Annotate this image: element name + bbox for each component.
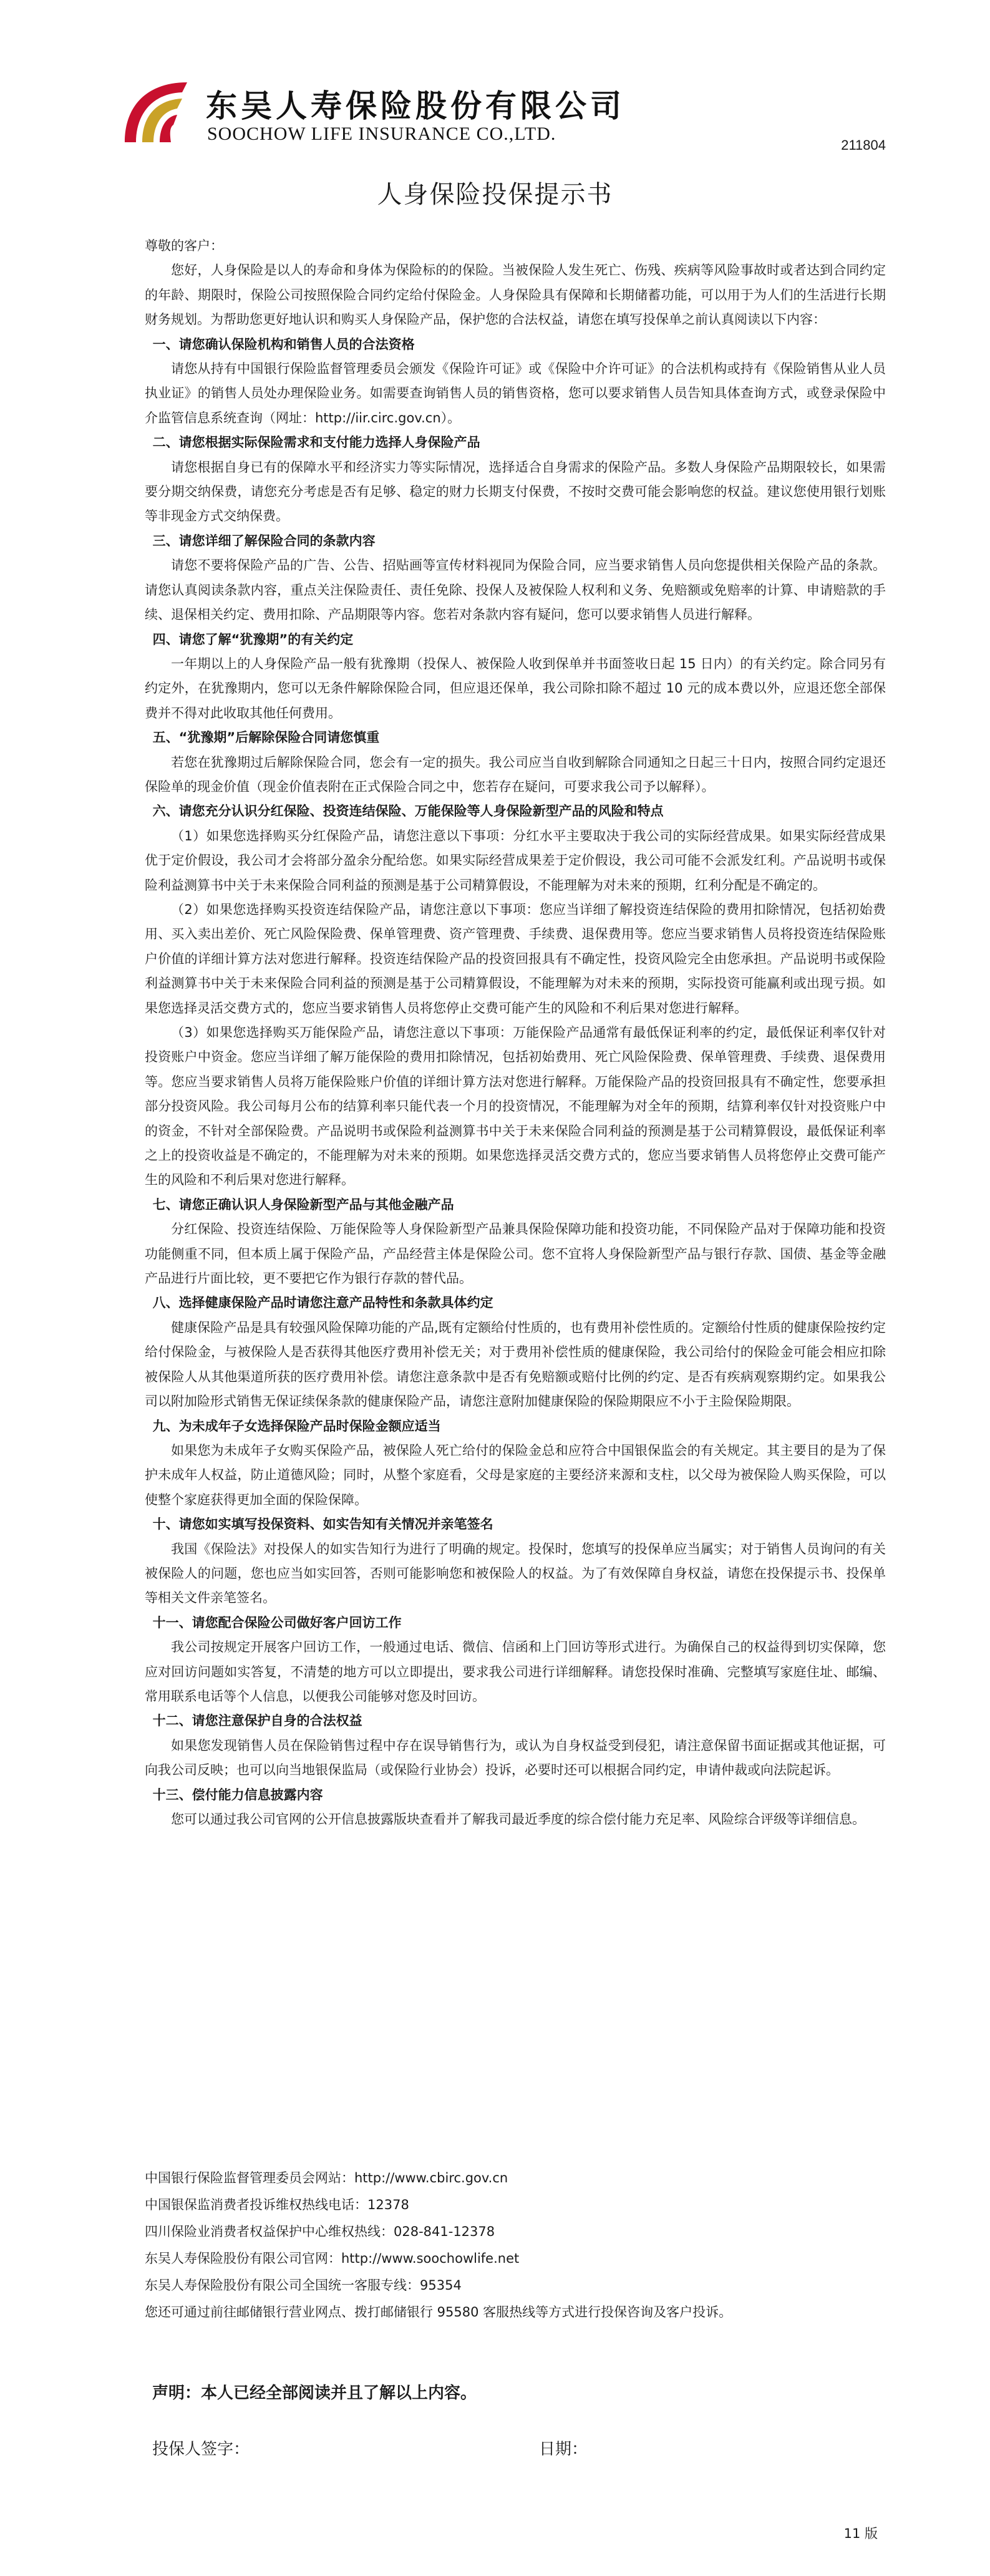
section-title: 五、“犹豫期”后解除保险合同请您慎重 bbox=[152, 730, 380, 746]
section-title: 九、为未成年子女选择保险产品时保险金额应适当 bbox=[152, 1418, 441, 1434]
applicant-signature-label: 投保人签字： bbox=[152, 2440, 250, 2459]
sichuan-hotline: 四川保险业消费者权益保护中心维权热线：028-841-12378 bbox=[145, 2224, 495, 2239]
section-paragraph: 请您根据自身已有的保障水平和经济实力等实际情况，选择适合自身需求的保险产品。多数人身保险产品期限较长，如果需要分期交纳保费，请您充分考虑是否有足够、稳定的财力长期支付保费，不按时交费可能会影响您的权益。建议您使用银行划账等非现金方式交纳保费。 bbox=[145, 459, 886, 524]
section-paragraph: 如果您为未成年子女购买保险产品，被保险人死亡给付的保险金总和应符合中国银保监会的有关规定。其主要目的是为了保护未成年人权益，防止道德风险；同时，从整个家庭看，父母是家庭的主要经济来源和支柱，以父母为被保险人购买保险，可以使整个家庭获得更加全面的保险保障。 bbox=[145, 1442, 886, 1507]
header bbox=[112, 69, 886, 162]
section-title: 四、请您了解“犹豫期”的有关约定 bbox=[152, 631, 354, 647]
section-paragraph: 一年期以上的人身保险产品一般有犹豫期（投保人、被保险人收到保单并书面签收日起 15 日内）的有关约定。除合同另有约定外，在犹豫期内，您可以无条件解除保险合同，但应退还保单，我公司除扣除不超过 10 元的成本费以外，应退还您全部保费并不得对此收取其他任何费用。 bbox=[145, 656, 886, 721]
section-title: 一、请您确认保险机构和销售人员的合法资格 bbox=[152, 336, 415, 352]
company-website-link[interactable]: 东吴人寿保险股份有限公司官网：http://www.soochowlife.net bbox=[145, 2251, 520, 2266]
section-paragraph: 请您从持有中国银行保险监督管理委员会颁发《保险许可证》或《保险中介许可证》的合法机构或持有《保险销售从业人员执业证》的销售人员处办理保险业务。如需要查询销售人员的销售资格，您可以要求销售人员告知具体查询方式，或登录保险中介监管信息系统查询（网址：http://iir.circ.gov.cn）。 bbox=[145, 361, 886, 425]
bank-consultation-note: 您还可通过前往邮储银行营业网点、拨打邮储银行 95580 客服热线等方式进行投保咨询及客户投诉。 bbox=[145, 2305, 732, 2320]
contact-info bbox=[145, 2165, 886, 2326]
page-version: 11 版 bbox=[843, 2526, 878, 2541]
section-paragraph: 我国《保险法》对投保人的如实告知行为进行了明确的规定。投保时，您填写的投保单应当属实；对于销售人员询问的有关被保险人的问题，您也应当如实回答，否则可能影响您和被保险人的权益。为了有效保障自身权益，请您在投保提示书、投保单等相关文件亲笔签名。 bbox=[145, 1541, 886, 1606]
date-label: 日期： bbox=[539, 2440, 588, 2459]
salutation: 尊敬的客户： bbox=[145, 238, 223, 253]
section-paragraph: 我公司按规定开展客户回访工作，一般通过电话、微信、信函和上门回访等形式进行。为确保自己的权益得到切实保障，您应对回访问题如实答复，不清楚的地方可以立即提出，要求我公司进行详细解释。请您投保时准确、完整填写家庭住址、邮编、常用联系电话等个人信息，以便我公司能够对您及时回访。 bbox=[145, 1640, 886, 1704]
section-title: 十一、请您配合保险公司做好客户回访工作 bbox=[152, 1615, 402, 1630]
intro-paragraph: 您好，人身保险是以人的寿命和身体为保险标的的保险。当被保险人发生死亡、伤残、疾病等风险事故时或者达到合同约定的年龄、期限时，保险公司按照保险合同约定给付保险金。人身保险具有保障和长期储蓄功能，可以用于为人们的生活进行长期财务规划。为帮助您更好地认识和购买人身保险产品，保护您的合法权益，请您在填写投保单之前认真阅读以下内容： bbox=[145, 263, 886, 328]
section-paragraph: 如果您发现销售人员在保险销售过程中存在误导销售行为，或认为自身权益受到侵犯，请注意保留书面证据或其他证据，可向我公司反映；也可以向当地银保监局（或保险行业协会）投诉，必要时还可以根据合同约定，申请仲裁或向法院起诉。 bbox=[145, 1738, 886, 1778]
section-title: 二、请您根据实际保险需求和支付能力选择人身保险产品 bbox=[152, 435, 480, 450]
section-paragraph: 分红保险、投资连结保险、万能保险等人身保险新型产品兼具保险保障功能和投资功能，不同保险产品对于保障功能和投资功能侧重不同，但本质上属于保险产品，产品经营主体是保险公司。您不宜将人身保险新型产品与银行存款、国债、基金等金融产品进行片面比较，更不要把它作为银行存款的替代品。 bbox=[145, 1222, 886, 1286]
section-title: 六、请您充分认识分红保险、投资连结保险、万能保险等人身保险新型产品的风险和特点 bbox=[152, 804, 664, 819]
section-title: 十、请您如实填写投保资料、如实告知有关情况并亲笔签名 bbox=[152, 1517, 493, 1532]
customer-service-hotline: 东吴人寿保险股份有限公司全国统一客服专线：95354 bbox=[145, 2278, 462, 2293]
document-title: 人身保险投保提示书 bbox=[377, 180, 613, 209]
section-title: 七、请您正确认识人身保险新型产品与其他金融产品 bbox=[152, 1197, 454, 1212]
company-name-en: SOOCHOW LIFE INSURANCE CO.,LTD. bbox=[207, 124, 556, 144]
section-title: 八、选择健康保险产品时请您注意产品特性和条款具体约定 bbox=[152, 1295, 493, 1311]
form-code: 211804 bbox=[841, 137, 886, 153]
regulator-website-link[interactable]: 中国银行保险监督管理委员会网站：http://www.cbirc.gov.cn bbox=[145, 2170, 508, 2185]
company-logo-icon bbox=[112, 69, 200, 156]
declaration: 声明：本人已经全部阅读并且了解以上内容。 bbox=[152, 2384, 477, 2403]
section-paragraph: （2）如果您选择购买投资连结保险产品，请您注意以下事项：您应当详细了解投资连结保险的费用扣除情况，包括初始费用、买入卖出差价、死亡风险保险费、保单管理费、资产管理费、手续费、退保费用等。您应当要求销售人员将投资连结保险账户价值的详细计算方法对您进行解释。投资连结保险产品的投资回报具有不确定性，投资风险完全由您承担。产品说明书或保险利益测算书中关于未来保险合同利益的预测是基于公司精算假设，不能理解为对未来的预期，实际投资可能赢利或出现亏损。如果您选择灵活交费方式的，您应当要求销售人员将您停止交费可能产生的风险和不利后果对您进行解释。 bbox=[145, 902, 886, 1016]
section-title: 十三、偿付能力信息披露内容 bbox=[152, 1787, 323, 1802]
document-body bbox=[145, 234, 886, 1832]
section-paragraph: 请您不要将保险产品的广告、公告、招贴画等宣传材料视同为保险合同，应当要求销售人员向您提供相关保险产品的条款。请您认真阅读条款内容，重点关注保险责任、责任免除、投保人及被保险人权利和义务、免赔额或免赔率的计算、申请赔款的手续、退保相关约定、费用扣除、产品期限等内容。您若对条款内容有疑问，您可以要求销售人员进行解释。 bbox=[145, 558, 886, 623]
section-paragraph: （3）如果您选择购买万能保险产品，请您注意以下事项：万能保险产品通常有最低保证利率的约定，最低保证利率仅针对投资账户中资金。您应当详细了解万能保险的费用扣除情况，包括初始费用、死亡风险保险费、保单管理费、手续费、退保费用等。您应当要求销售人员将万能保险账户价值的详细计算方法对您进行解释。万能保险产品的投资回报具有不确定性，您要承担部分投资风险。我公司每月公布的结算利率只能代表一个月的投资情况，不能理解为对全年的预期，结算利率仅针对投资账户中的资金，不针对全部保险费。产品说明书或保险利益测算书中关于未来保险合同利益的预测是基于公司精算假设，最低保证利率之上的投资收益是不确定的，不能理解为对未来的预期。如果您选择灵活交费方式的，您应当要求销售人员将您停止交费可能产生的风险和不利后果对您进行解释。 bbox=[145, 1025, 886, 1188]
section-paragraph: 您可以通过我公司官网的公开信息披露版块查看并了解我司最近季度的综合偿付能力充足率、风险综合评级等详细信息。 bbox=[171, 1812, 865, 1827]
complaint-hotline: 中国银保监消费者投诉维权热线电话：12378 bbox=[145, 2197, 409, 2212]
company-name-cn: 东吴人寿保险股份有限公司 bbox=[206, 87, 625, 124]
section-paragraph: 健康保险产品是具有较强风险保障功能的产品,既有定额给付性质的，也有费用补偿性质的。定额给付性质的健康保险按约定给付保险金，与被保险人是否获得其他医疗费用补偿无关；对于费用补偿性质的健康保险，我公司给付的保险金可能会相应扣除被保险人从其他渠道所获的医疗费用补偿。请您注意条款中是否有免赔额或赔付比例的约定、是否有疾病观察期约定。如果我公司以附加险形式销售无保证续保条款的健康保险产品，请您注意附加健康保险的保险期限应不小于主险保险期限。 bbox=[145, 1320, 886, 1409]
section-title: 三、请您详细了解保险合同的条款内容 bbox=[152, 533, 376, 548]
section-paragraph: （1）如果您选择购买分红保险产品，请您注意以下事项：分红水平主要取决于我公司的实际经营成果。如果实际经营成果优于定价假设，我公司才会将部分盈余分配给您。如果实际经营成果差于定价假设，我公司可能不会派发红利。产品说明书或保险利益测算书中关于未来保险合同利益的预测是基于公司精算假设，不能理解为对未来的预期，红利分配是不确定的。 bbox=[145, 828, 886, 893]
section-title: 十二、请您注意保护自身的合法权益 bbox=[152, 1713, 362, 1729]
section-paragraph: 若您在犹豫期过后解除保险合同，您会有一定的损失。我公司应当自收到解除合同通知之日起三十日内，按照合同约定退还保险单的现金价值（现金价值表附在正式保险合同之中，您若存在疑问，可要求我公司予以解释）。 bbox=[145, 754, 886, 794]
